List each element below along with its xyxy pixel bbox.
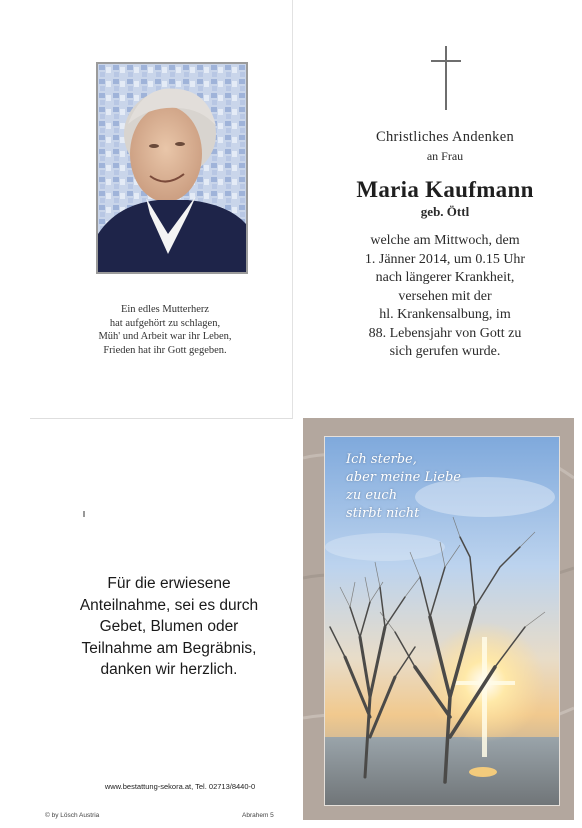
quote-line: aber meine Liebe — [346, 470, 461, 485]
stray-mark — [83, 511, 85, 517]
details-line: hl. Krankensalbung, im — [379, 307, 511, 322]
thanks-line: danken wir herzlich. — [100, 661, 238, 678]
memorial-subheading: an Frau — [426, 149, 464, 163]
details-line: versehen mit der — [398, 288, 492, 304]
thanks-line: Anteilnahme, sei es durch — [79, 596, 259, 614]
memorial-heading: Christliches Andenken — [376, 129, 514, 145]
deceased-name: Maria Kaufmann — [356, 177, 534, 202]
thanks-message — [40, 573, 298, 681]
details-line: sich gerufen wurde. — [389, 344, 501, 359]
card-id: Abrahem 5 — [242, 812, 274, 819]
poem-line: Frieden hat ihr Gott gegeben. — [103, 344, 227, 356]
portrait-illustration — [98, 64, 246, 272]
copyright-note: © by Lösch Austria — [45, 812, 100, 819]
death-details — [320, 232, 570, 362]
poem-line: Ein edles Mutterherz — [120, 304, 210, 315]
quote-line: stirbt nicht — [346, 506, 420, 521]
card-quote — [346, 451, 486, 523]
thanks-line: Teilnahme am Begräbnis, — [81, 639, 257, 657]
funeral-home-contact: www.bestattung-sekora.at, Tel. 02713/8440-0 — [104, 782, 256, 791]
thanks-line: Gebet, Blumen oder — [99, 618, 239, 635]
quote-line: zu euch — [346, 488, 398, 503]
details-line: welche am Mittwoch, dem — [370, 233, 520, 248]
poem-line: hat aufgehört zu schlagen, — [109, 317, 221, 329]
maiden-name: geb. Öttl — [420, 204, 470, 219]
details-line: 88. Lebensjahr von Gott zu — [368, 325, 522, 341]
details-line: nach längerer Krankheit, — [375, 270, 515, 285]
quote-line: Ich sterbe, — [346, 452, 417, 467]
thanks-line: Für die erwiesene — [107, 575, 231, 592]
poem-line: Müh' und Arbeit war ihr Leben, — [98, 331, 232, 342]
portrait-photo — [96, 62, 248, 274]
details-line: 1. Jänner 2014, um 0.15 Uhr — [364, 251, 526, 267]
poem — [40, 303, 290, 357]
cross-icon — [431, 46, 461, 110]
